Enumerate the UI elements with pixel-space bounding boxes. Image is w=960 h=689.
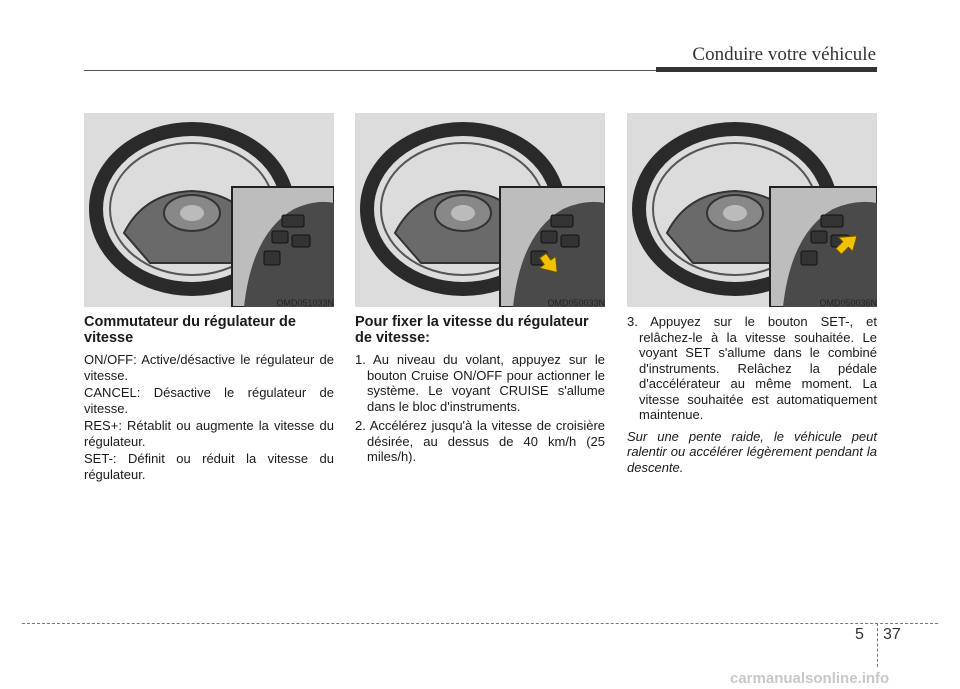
chapter-number: 5 <box>855 626 864 643</box>
figure-steering-wheel-3 <box>627 113 877 307</box>
column-set-speed <box>355 314 605 469</box>
column-switch-description <box>84 314 334 484</box>
figure-code: OMD050033N <box>547 298 605 308</box>
column-set-speed-continued <box>627 314 877 475</box>
note-text: Sur une pente raide, le véhicule peut ralentir ou accélérer légèrement pendant la descente. <box>627 428 877 475</box>
definition-term: ON/OFF: <box>84 352 137 367</box>
page-number: 37 <box>883 626 901 643</box>
footer-separator <box>877 623 878 667</box>
definition-term: CANCEL: <box>84 385 141 400</box>
list-item: 2. Accélérez jusqu'à la vitesse de croisière désirée, au dessus de 40 km/h (25 miles/h). <box>355 418 605 464</box>
header-rule-accent <box>656 67 877 72</box>
definition-text: Désactive le régulateur de vitesse. <box>84 385 334 416</box>
section-heading: Commutateur du régulateur de vitesse <box>84 314 296 346</box>
definition-term: SET-: <box>84 451 117 466</box>
definition-term: RES+: <box>84 418 122 433</box>
definition-item <box>84 451 334 482</box>
figure-code: OMD050036N <box>819 298 877 308</box>
definition-item <box>84 352 334 383</box>
figure-steering-wheel-1 <box>84 113 334 307</box>
list-item: 3. Appuyez sur le bouton SET-, et relâchez-le à la vitesse souhaitée. Le voyant SET s'allume dans le combiné d'instruments. Relâchez la pédale d'accélérateur au même moment. La vitesse souhaitée est automatiquement maintenue. <box>627 314 877 422</box>
definition-item <box>84 385 334 416</box>
definition-item <box>84 418 334 449</box>
footer-rule <box>22 623 938 624</box>
definition-text: Active/désactive le régulateur de vitesse. <box>84 352 334 383</box>
figure-steering-wheel-2 <box>355 113 605 307</box>
definition-text: Définit ou réduit la vitesse du régulateur. <box>84 451 334 482</box>
figure-code: OMD051033N <box>276 298 334 308</box>
list-item: 1. Au niveau du volant, appuyez sur le bouton Cruise ON/OFF pour actionner le système. Le voyant CRUISE s'allume dans le bloc d'instruments. <box>355 352 605 414</box>
watermark: carmanualsonline.info <box>730 670 890 687</box>
section-heading: Pour fixer la vitesse du régulateur de vitesse: <box>355 314 589 346</box>
page-title: Conduire votre véhicule <box>692 44 876 65</box>
steering-wheel-icon <box>355 113 605 307</box>
definition-text: Rétablit ou augmente la vitesse du régulateur. <box>84 418 334 449</box>
steering-wheel-icon <box>627 113 877 307</box>
steering-wheel-icon <box>84 113 334 307</box>
